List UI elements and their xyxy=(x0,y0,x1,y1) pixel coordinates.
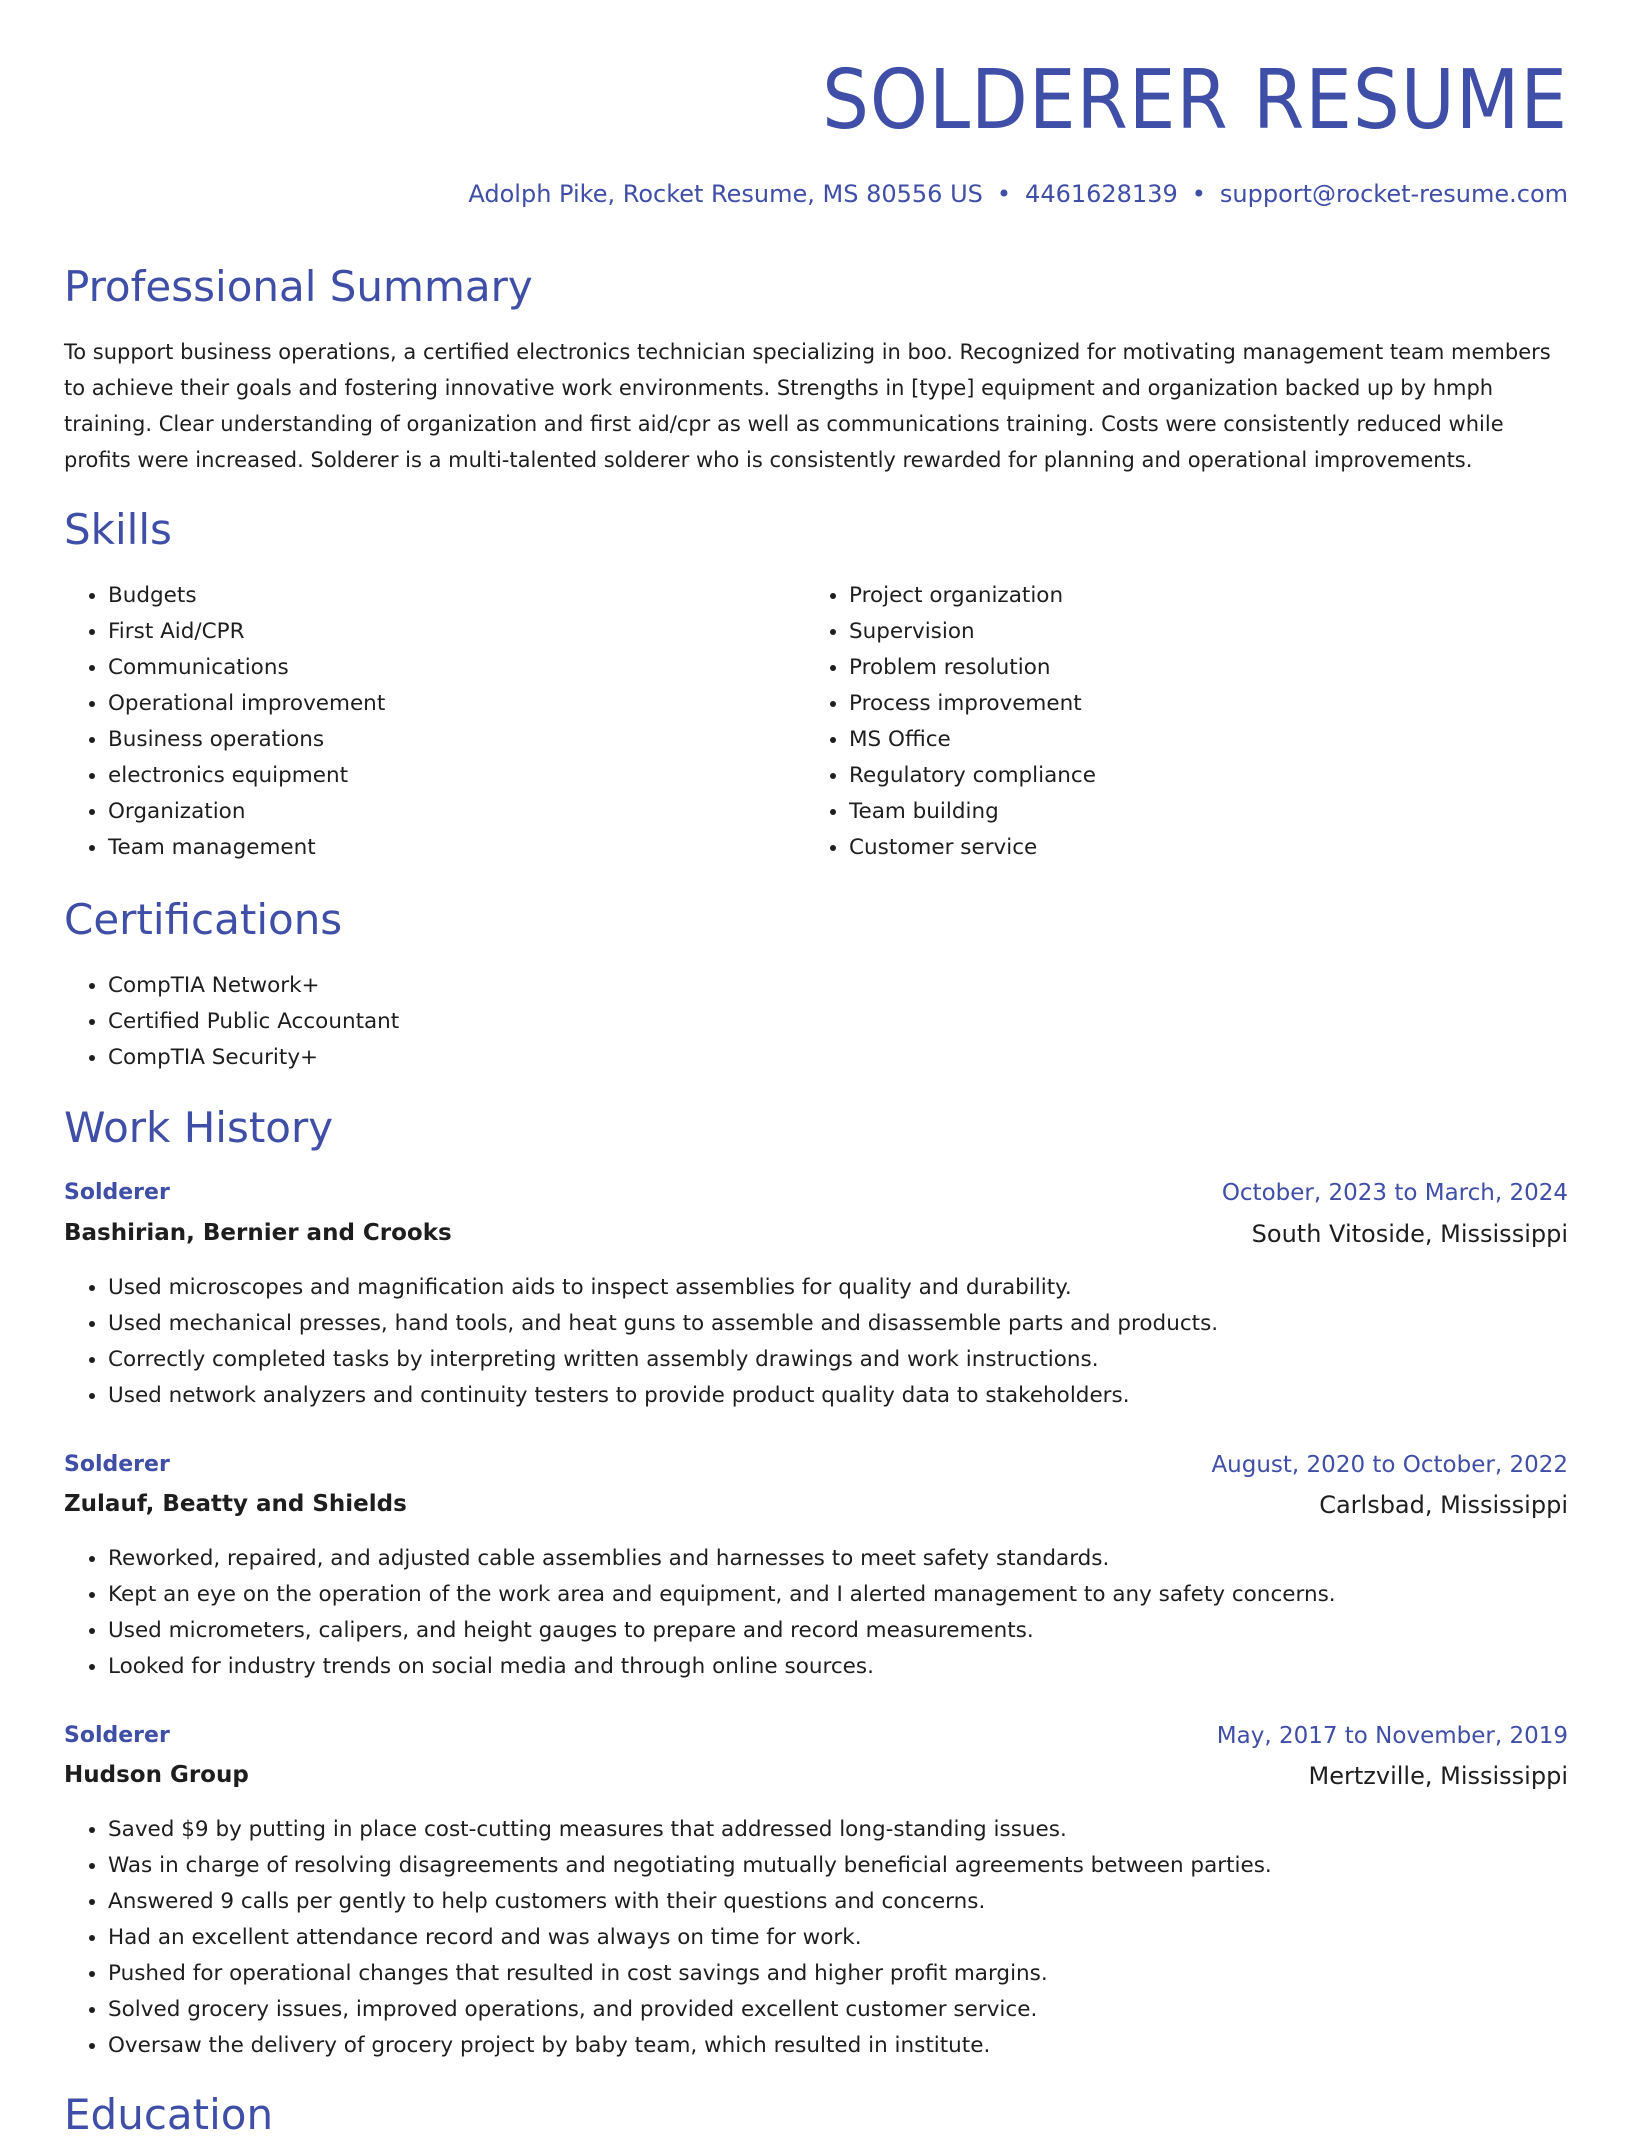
skill-item: • Team building xyxy=(849,794,1096,830)
contact-line xyxy=(468,180,1568,209)
job-company: Bashirian, Bernier and Crooks xyxy=(64,1220,452,1246)
certification-item: • CompTIA Security+ xyxy=(108,1040,399,1076)
skill-item: • Process improvement xyxy=(849,686,1096,722)
job-bullet: • Was in charge of resolving disagreements and negotiating mutually beneficial agreements between parties. xyxy=(108,1848,1272,1884)
job-role: Solderer xyxy=(64,1452,170,1477)
skill-item: • Customer service xyxy=(849,830,1096,866)
skill-item: • First Aid/CPR xyxy=(108,614,385,650)
education-heading: Education xyxy=(64,2090,274,2139)
skill-item: • MS Office xyxy=(849,722,1096,758)
job-bullet: • Kept an eye on the operation of the work area and equipment, and I alerted management to any safety concerns. xyxy=(108,1577,1336,1613)
job-bullets xyxy=(64,1270,1218,1414)
certification-item: • Certified Public Accountant xyxy=(108,1004,399,1040)
job-location: Carlsbad, Mississippi xyxy=(1319,1491,1568,1519)
contact-phone: 4461628139 xyxy=(1025,180,1178,208)
resume-title: SOLDERER RESUME xyxy=(822,53,1568,148)
job-bullet: • Used mechanical presses, hand tools, and heat guns to assemble and disassemble parts and products. xyxy=(108,1306,1218,1342)
skill-item: • Business operations xyxy=(108,722,385,758)
job-role: Solderer xyxy=(64,1180,170,1205)
job-location: Mertzville, Mississippi xyxy=(1308,1762,1568,1790)
skill-item: • Communications xyxy=(108,650,385,686)
job-bullet: • Correctly completed tasks by interpreting written assembly drawings and work instructions. xyxy=(108,1342,1218,1378)
contact-separator: • xyxy=(996,180,1012,208)
certifications-heading: Certifications xyxy=(64,895,343,944)
job-dates: August, 2020 to October, 2022 xyxy=(1211,1452,1568,1478)
skill-item: • electronics equipment xyxy=(108,758,385,794)
skill-item: • Project organization xyxy=(849,578,1096,614)
job-bullet: • Solved grocery issues, improved operations, and provided excellent customer service. xyxy=(108,1992,1272,2028)
contact-separator: • xyxy=(1191,180,1206,208)
skill-item: • Regulatory compliance xyxy=(849,758,1096,794)
certifications-list xyxy=(64,968,399,1076)
job-bullet: • Saved $9 by putting in place cost-cutting measures that addressed long-standing issues. xyxy=(108,1812,1272,1848)
skill-item: • Budgets xyxy=(108,578,385,614)
contact-address: Adolph Pike, Rocket Resume, MS 80556 US xyxy=(468,180,983,208)
job-company: Hudson Group xyxy=(64,1762,249,1788)
job-bullets xyxy=(64,1812,1272,2064)
skill-item: • Organization xyxy=(108,794,385,830)
job-bullet: • Used micrometers, calipers, and height gauges to prepare and record measurements. xyxy=(108,1613,1336,1649)
job-bullets xyxy=(64,1541,1336,1685)
certification-item: • CompTIA Network+ xyxy=(108,968,399,1004)
summary-text: To support business operations, a certified electronics technician specializing in boo. Recognized for motivating management team members to achieve their goals and fostering innovative work environments. Strengths in [type] equipment and organization backed up by hmph training. Clear understanding of organization and first aid/cpr as well as communications training. Costs were consistently reduced while profits were increased. Solderer is a multi-talented solderer who is consistently rewarded for planning and operational improvements. xyxy=(64,340,1551,472)
skill-item: • Problem resolution xyxy=(849,650,1096,686)
summary-heading: Professional Summary xyxy=(64,262,533,311)
work-history-heading: Work History xyxy=(64,1103,334,1152)
skill-item: • Operational improvement xyxy=(108,686,385,722)
skill-item: • Team management xyxy=(108,830,385,866)
skills-list-left xyxy=(64,578,385,866)
job-bullet: • Looked for industry trends on social media and through online sources. xyxy=(108,1649,1336,1685)
job-bullet: • Used microscopes and magnification aids to inspect assemblies for quality and durability. xyxy=(108,1270,1218,1306)
skill-item: • Supervision xyxy=(849,614,1096,650)
job-bullet: • Had an excellent attendance record and was always on time for work. xyxy=(108,1920,1272,1956)
job-location: South Vitoside, Mississippi xyxy=(1251,1220,1568,1248)
job-role: Solderer xyxy=(64,1723,170,1748)
job-dates: May, 2017 to November, 2019 xyxy=(1216,1723,1568,1749)
job-dates: October, 2023 to March, 2024 xyxy=(1221,1180,1568,1206)
job-bullet: • Answered 9 calls per gently to help customers with their questions and concerns. xyxy=(108,1884,1272,1920)
job-company: Zulauf, Beatty and Shields xyxy=(64,1491,407,1517)
contact-email: support@rocket-resume.com xyxy=(1219,180,1568,208)
skills-list-right xyxy=(805,578,1096,866)
job-bullet: • Reworked, repaired, and adjusted cable assemblies and harnesses to meet safety standards. xyxy=(108,1541,1336,1577)
job-bullet: • Oversaw the delivery of grocery project by baby team, which resulted in institute. xyxy=(108,2028,1272,2064)
job-bullet: • Pushed for operational changes that resulted in cost savings and higher profit margins. xyxy=(108,1956,1272,1992)
job-bullet: • Used network analyzers and continuity testers to provide product quality data to stakeholders. xyxy=(108,1378,1218,1414)
skills-heading: Skills xyxy=(64,505,172,554)
